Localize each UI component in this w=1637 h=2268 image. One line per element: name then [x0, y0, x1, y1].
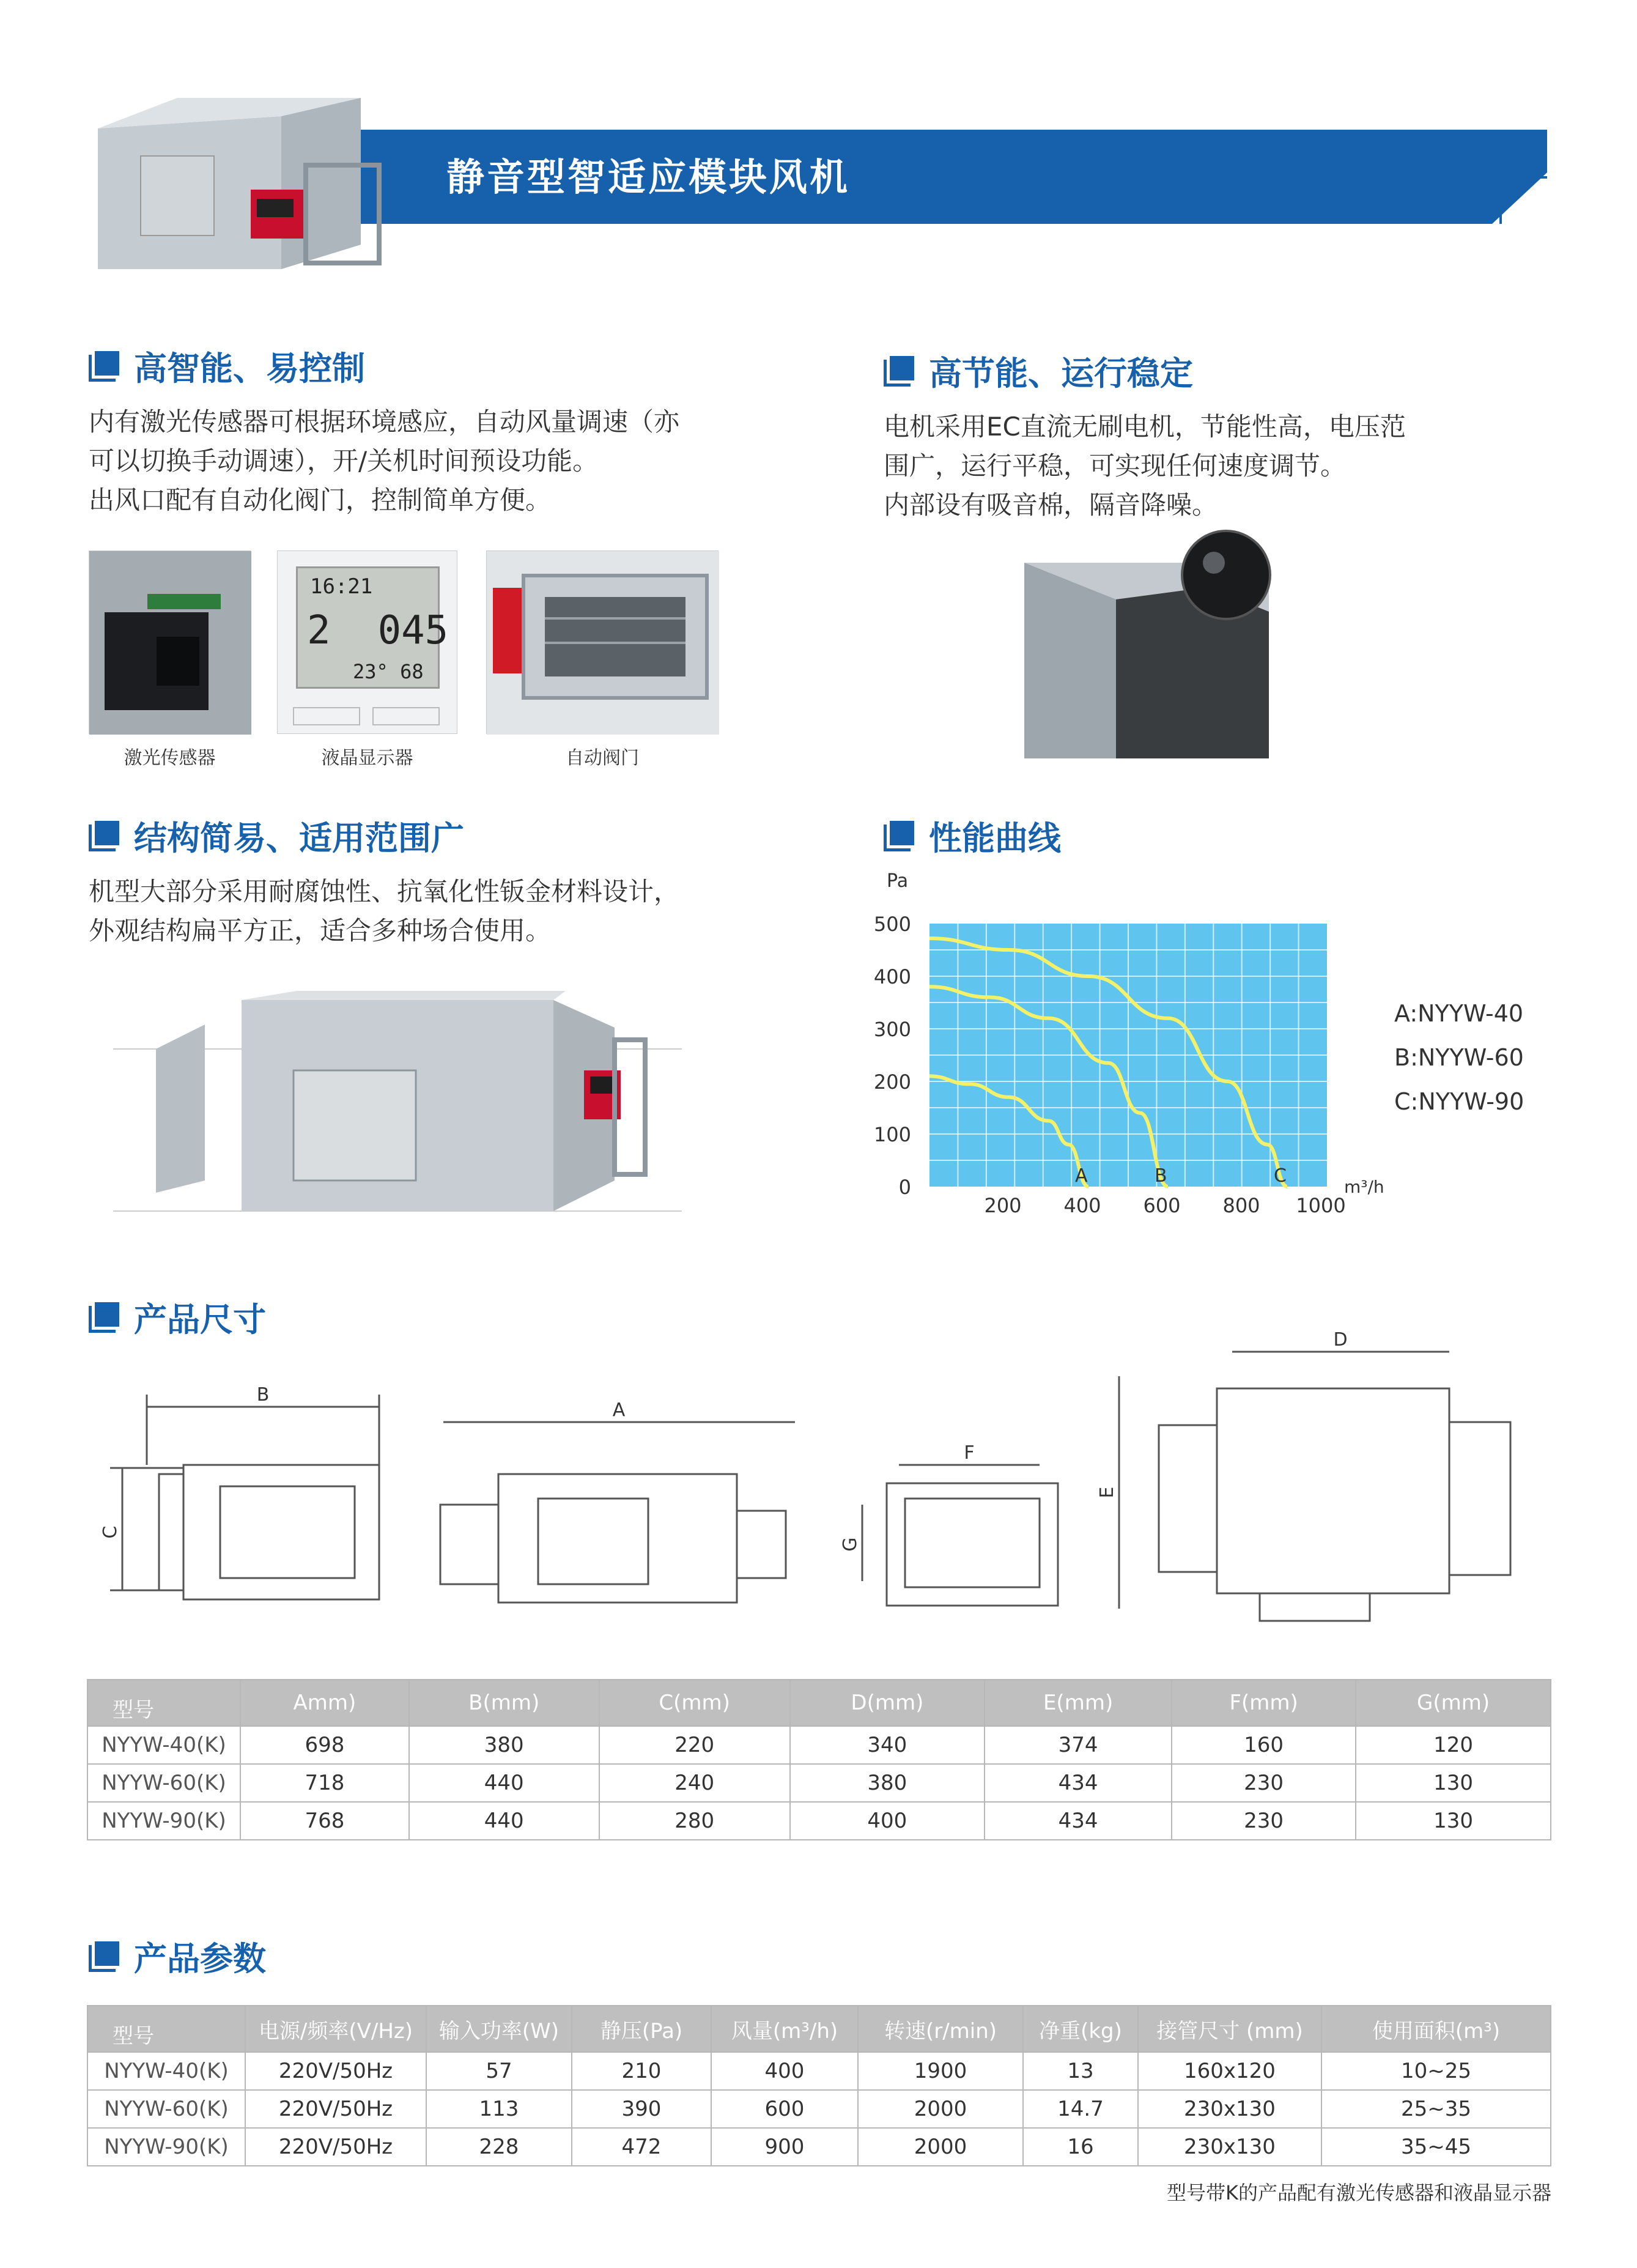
lcd-left-buttons[interactable]: [293, 707, 360, 725]
table-cell: 440: [409, 1764, 599, 1802]
table-cell: 340: [790, 1726, 985, 1764]
table-cell: 698: [240, 1726, 409, 1764]
section-title: 产品尺寸: [134, 1300, 266, 1339]
model-cell: NYYW-60(K): [87, 1764, 240, 1802]
table-header-cell: G(mm): [1356, 1680, 1551, 1726]
table-header-cell: 接管尺寸 (mm): [1138, 2006, 1321, 2052]
smart-description: [89, 402, 679, 520]
y-tick-label: 300: [873, 1018, 911, 1041]
table-header-cell: D(mm): [790, 1680, 985, 1726]
table-row: [87, 2052, 1551, 2090]
section-square-icon: [89, 1302, 119, 1333]
table-cell: 400: [790, 1802, 985, 1840]
dim-label-d: D: [1333, 1329, 1348, 1351]
page-title: 静音型智适应模块风机: [446, 155, 851, 199]
dim-label-b: B: [256, 1384, 270, 1406]
text-line: 机型大部分采用耐腐蚀性、抗氧化性钣金材料设计，: [89, 876, 680, 906]
table-cell: 434: [985, 1802, 1172, 1840]
table-cell: 2000: [858, 2128, 1023, 2166]
laser-sensor-photo: [89, 550, 251, 734]
text-line: 内部设有吸音棉，隔音降噪。: [884, 490, 1218, 520]
table-corner-cell: 型号: [87, 2006, 245, 2052]
text-line: 围广，运行平稳，可实现任何速度调节。: [884, 451, 1347, 481]
table-cell: 390: [572, 2090, 711, 2128]
text-line: 出风口配有自动化阀门，控制简单方便。: [89, 485, 552, 515]
x-tick-label: 400: [1063, 1194, 1101, 1217]
table-cell: 220V/50Hz: [245, 2090, 426, 2128]
table-cell: 16: [1023, 2128, 1138, 2166]
x-tick-label: 1000: [1296, 1194, 1346, 1217]
table-cell: 220: [599, 1726, 790, 1764]
y-tick-label: 200: [873, 1070, 911, 1094]
table-header-cell: B(mm): [409, 1680, 599, 1726]
table-header-cell: 使用面积(m³): [1321, 2006, 1551, 2052]
fan-unit-photo: [73, 86, 391, 300]
table-cell: 120: [1356, 1726, 1551, 1764]
table-cell: 13: [1023, 2052, 1138, 2090]
table-row: [87, 1764, 1551, 1802]
section-title: 高智能、易控制: [134, 349, 365, 388]
series-end-label: C: [1274, 1165, 1287, 1187]
table-cell: 220V/50Hz: [245, 2052, 426, 2090]
table-cell: 230x130: [1138, 2128, 1321, 2166]
section-square-icon: [89, 821, 119, 851]
lcd-big-value: 2 045: [307, 608, 449, 653]
lcd-display-photo: [277, 550, 457, 734]
y-tick-label: 400: [873, 965, 911, 988]
table-cell: 160: [1172, 1726, 1356, 1764]
table-cell: 130: [1356, 1802, 1551, 1840]
structure-description: [89, 872, 679, 951]
section-title: 性能曲线: [929, 819, 1061, 858]
model-cell: NYYW-40(K): [87, 1726, 240, 1764]
table-cell: 35~45: [1321, 2128, 1551, 2166]
x-tick-label: 600: [1143, 1194, 1181, 1217]
params-table: [87, 2005, 1551, 2166]
energy-description: [884, 407, 1406, 525]
lcd-small-value: 23° 68: [353, 660, 424, 683]
section-square-icon: [884, 821, 914, 851]
table-header-cell: 风量(m³/h): [711, 2006, 858, 2052]
table-cell: 230: [1172, 1802, 1356, 1840]
table-row: [87, 2090, 1551, 2128]
table-cell: 280: [599, 1802, 790, 1840]
table-cell: 228: [426, 2128, 572, 2166]
table-cell: 768: [240, 1802, 409, 1840]
section-title: 产品参数: [134, 1940, 266, 1978]
table-cell: 160x120: [1138, 2052, 1321, 2090]
sound-absorbing-photo: [1024, 526, 1275, 758]
table-cell: 472: [572, 2128, 711, 2166]
photo-caption: 自动阀门: [566, 747, 639, 769]
photo-caption: 液晶显示器: [321, 747, 413, 769]
table-row: [87, 1726, 1551, 1764]
table-cell: 434: [985, 1764, 1172, 1802]
table-row: [87, 2128, 1551, 2166]
text-line: 外观结构扁平方正，适合多种场合使用。: [89, 916, 552, 946]
table-cell: 230: [1172, 1764, 1356, 1802]
table-cell: 220V/50Hz: [245, 2128, 426, 2166]
lcd-time: 16:21: [310, 574, 373, 599]
x-tick-label: 800: [1222, 1194, 1260, 1217]
series-end-label: B: [1155, 1165, 1167, 1187]
section-heading-structure: [89, 812, 464, 859]
table-cell: 57: [426, 2052, 572, 2090]
table-cell: 210: [572, 2052, 711, 2090]
section-square-icon: [89, 351, 119, 382]
table-header-row: [87, 1680, 1551, 1726]
section-title: 结构简易、适用范围广: [134, 819, 464, 858]
table-cell: 113: [426, 2090, 572, 2128]
table-cell: 2000: [858, 2090, 1023, 2128]
table-cell: 900: [711, 2128, 858, 2166]
table-cell: 380: [409, 1726, 599, 1764]
y-tick-label: 0: [898, 1176, 911, 1199]
section-heading-performance: [884, 812, 1061, 859]
model-cell: NYYW-90(K): [87, 1802, 240, 1840]
x-axis-label: m³/h: [1344, 1177, 1384, 1197]
section-heading-params: [89, 1933, 266, 1980]
text-line: 可以切换手动调速），开/关机时间预设功能。: [89, 446, 599, 476]
section-square-icon: [89, 1941, 119, 1972]
photo-caption: 激光传感器: [124, 747, 216, 769]
model-cell: NYYW-90(K): [87, 2128, 245, 2166]
legend-entry: C:NYYW-90: [1394, 1088, 1524, 1115]
structure-photo: [113, 979, 682, 1217]
y-tick-label: 100: [873, 1123, 911, 1146]
text-line: 内有激光传感器可根据环境感应，自动风量调速（亦: [89, 407, 680, 437]
text-line: 电机采用EC直流无刷电机，节能性高，电压范: [884, 412, 1406, 442]
table-header-cell: 电源/频率(V/Hz): [245, 2006, 426, 2052]
y-axis-label: Pa: [887, 870, 909, 892]
footnote: 型号带K的产品配有激光传感器和液晶显示器: [1167, 2181, 1551, 2204]
table-header-row: [87, 2006, 1551, 2052]
lcd-right-buttons[interactable]: [372, 707, 440, 725]
table-header-cell: F(mm): [1172, 1680, 1356, 1726]
table-cell: 25~35: [1321, 2090, 1551, 2128]
table-cell: 10~25: [1321, 2052, 1551, 2090]
auto-valve-photo: [486, 550, 719, 734]
section-title: 高节能、运行稳定: [929, 354, 1193, 393]
banner-corner-fold: [1492, 172, 1547, 224]
table-header-cell: 静压(Pa): [572, 2006, 711, 2052]
table-cell: 718: [240, 1764, 409, 1802]
legend-entry: B:NYYW-60: [1394, 1044, 1524, 1071]
table-cell: 600: [711, 2090, 858, 2128]
section-heading-smart: [89, 343, 365, 390]
table-cell: 130: [1356, 1764, 1551, 1802]
table-row: [87, 1802, 1551, 1840]
dimensions-table: [87, 1679, 1551, 1840]
table-cell: 240: [599, 1764, 790, 1802]
dim-label-e: E: [1096, 1486, 1118, 1499]
table-cell: 230x130: [1138, 2090, 1321, 2128]
model-cell: NYYW-60(K): [87, 2090, 245, 2128]
table-header-cell: 净重(kg): [1023, 2006, 1138, 2052]
table-cell: 400: [711, 2052, 858, 2090]
section-square-icon: [884, 356, 914, 387]
section-heading-energy: [884, 347, 1193, 395]
table-header-cell: 转速(r/min): [858, 2006, 1023, 2052]
table-cell: 14.7: [1023, 2090, 1138, 2128]
table-header-cell: E(mm): [985, 1680, 1172, 1726]
table-header-cell: 输入功率(W): [426, 2006, 572, 2052]
series-end-label: A: [1075, 1165, 1088, 1187]
dim-label-a: A: [612, 1399, 626, 1421]
table-header-cell: Amm): [240, 1680, 409, 1726]
legend-entry: A:NYYW-40: [1394, 1000, 1524, 1027]
performance-curve-chart: [873, 862, 1553, 1229]
table-cell: 1900: [858, 2052, 1023, 2090]
table-cell: 374: [985, 1726, 1172, 1764]
table-cell: 380: [790, 1764, 985, 1802]
dim-label-g: G: [840, 1537, 861, 1552]
dimension-drawings: [98, 1329, 1547, 1639]
dim-label-f: F: [964, 1442, 975, 1464]
table-header-cell: C(mm): [599, 1680, 790, 1726]
model-cell: NYYW-40(K): [87, 2052, 245, 2090]
x-tick-label: 200: [984, 1194, 1022, 1217]
y-tick-label: 500: [873, 913, 911, 936]
table-cell: 440: [409, 1802, 599, 1840]
dim-label-c: C: [100, 1525, 121, 1539]
table-corner-cell: 型号: [87, 1680, 240, 1726]
